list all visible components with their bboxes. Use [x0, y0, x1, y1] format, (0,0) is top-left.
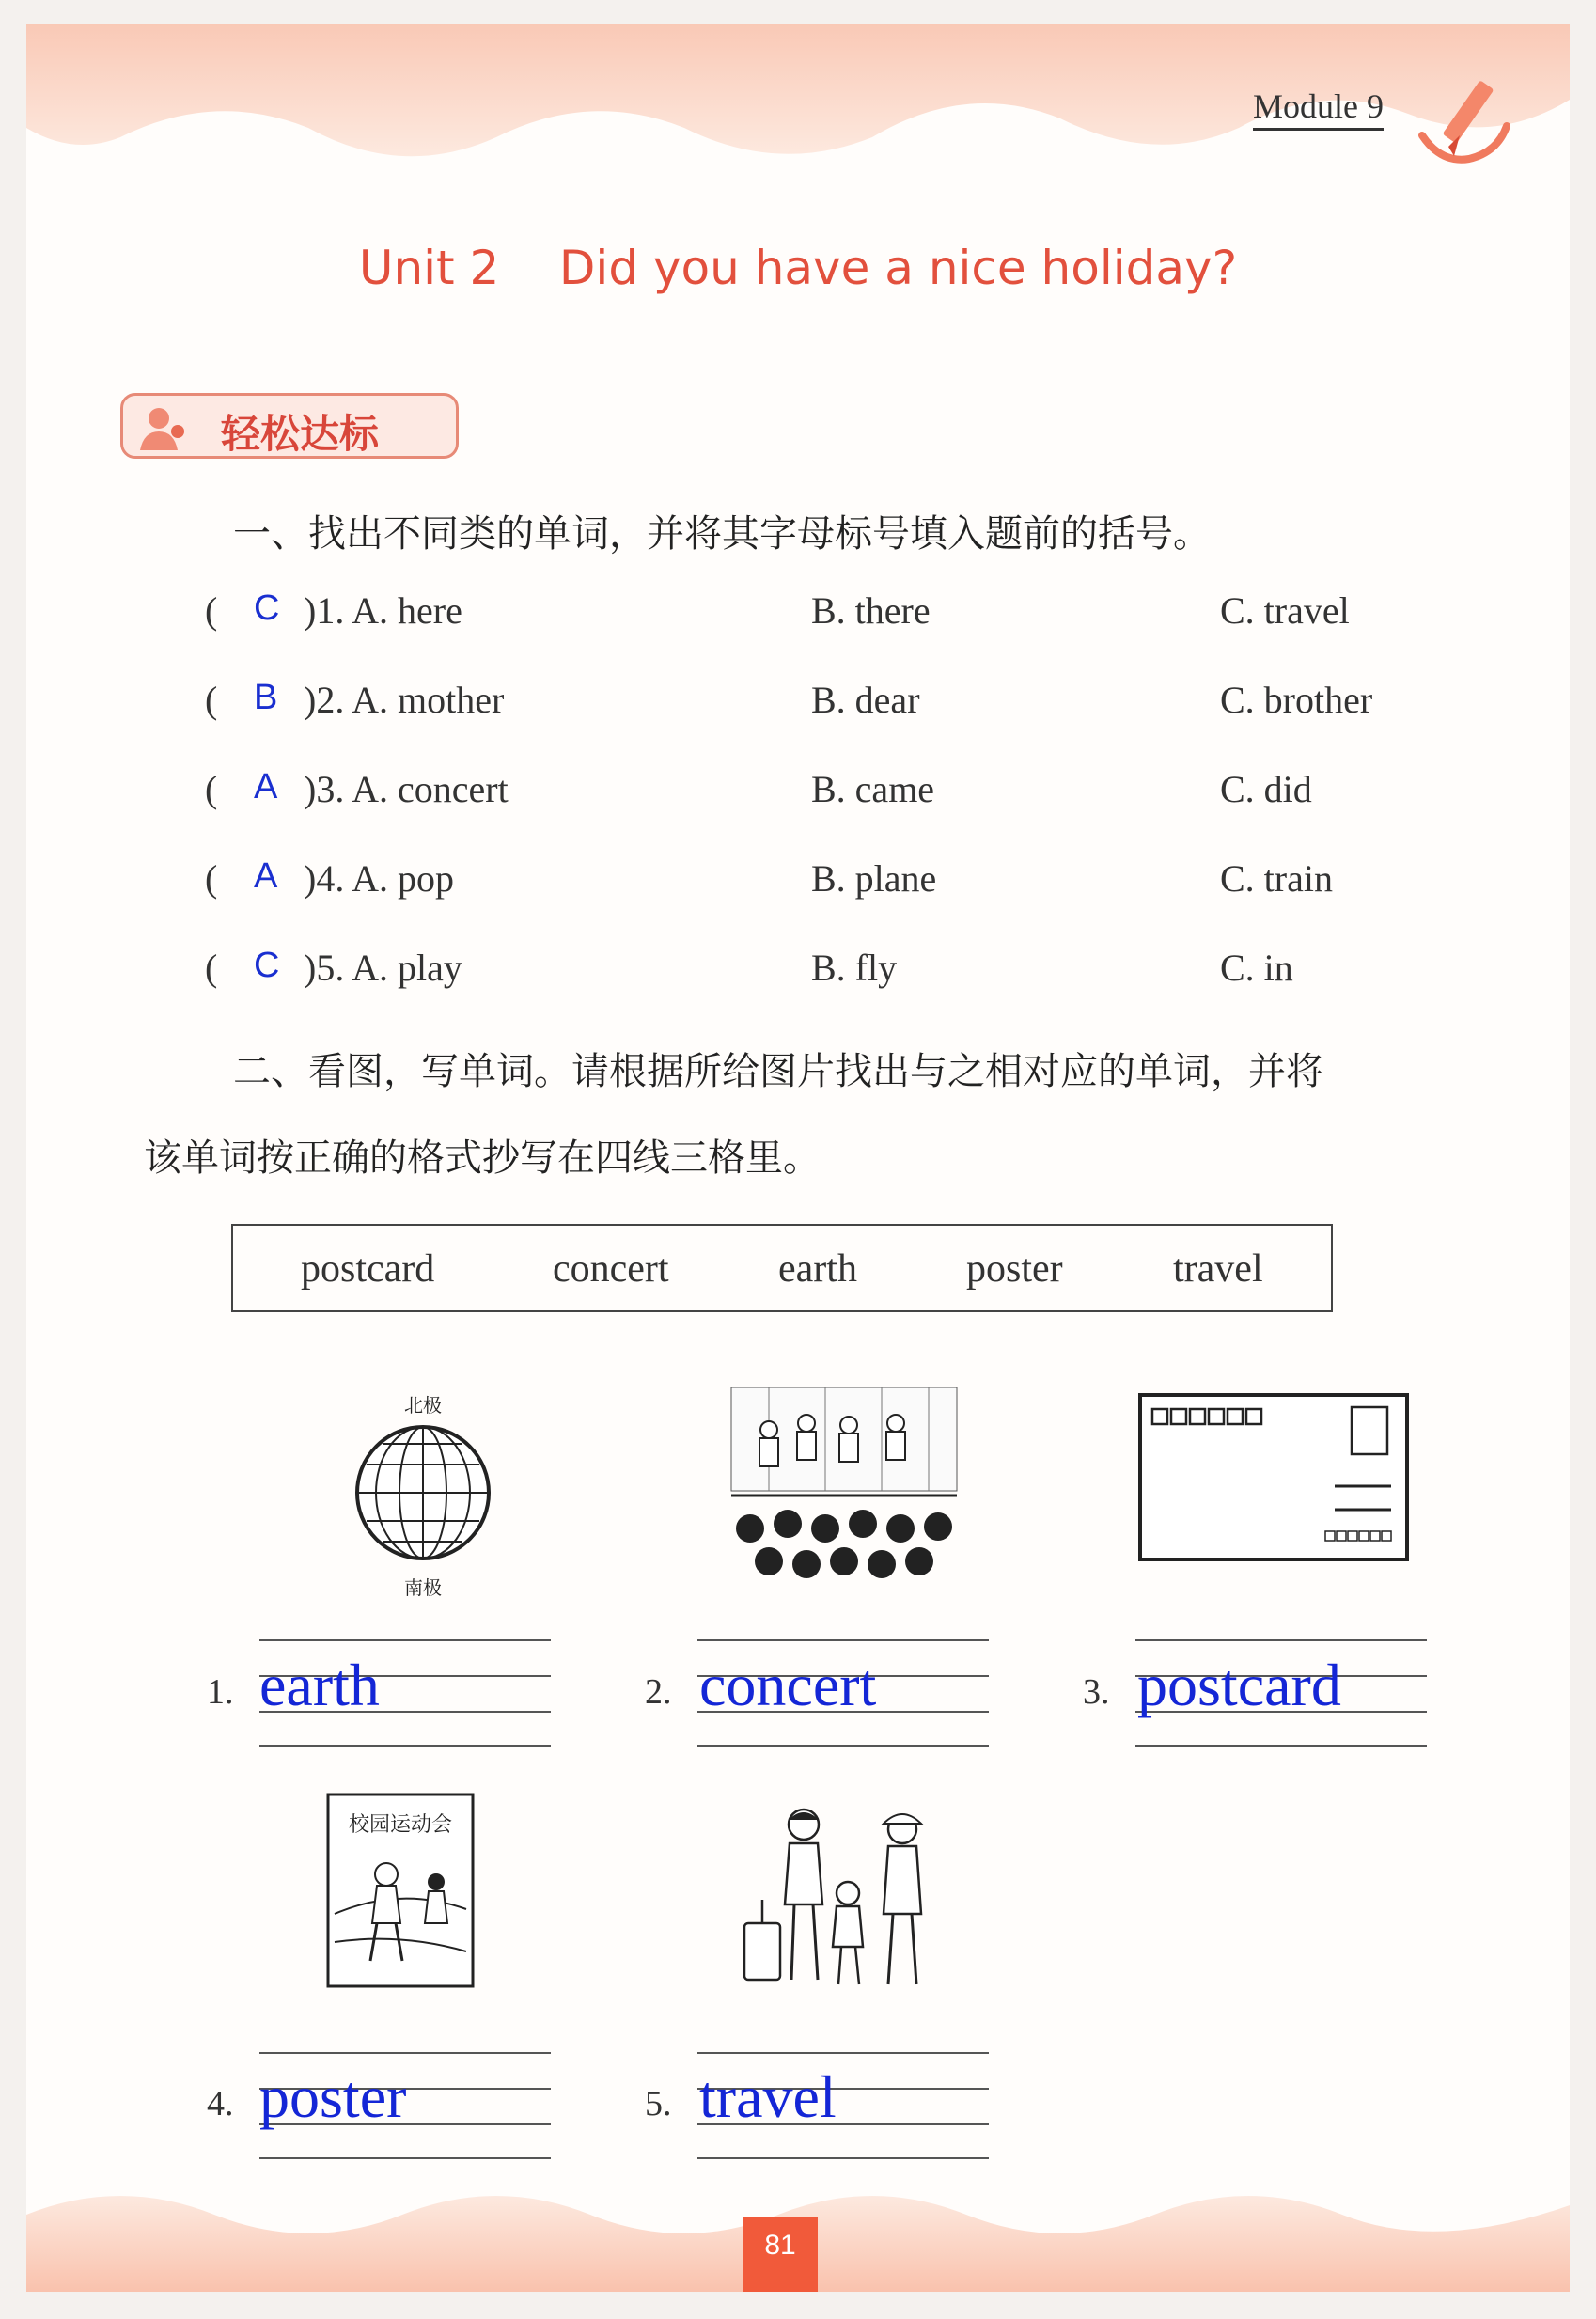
module-label: Module 9: [1253, 86, 1384, 131]
handwritten-answer: B: [254, 678, 278, 717]
open-paren: (: [205, 589, 218, 632]
handwritten-answer: A: [254, 856, 278, 896]
question-option-a: )4. A. pop: [304, 857, 454, 900]
part2-instruction-continued: 该单词按正确的格式抄写在四线三格里。: [144, 1136, 821, 1180]
handwritten-word: postcard: [1137, 1652, 1341, 1718]
question-option-a: )1. A. here: [304, 589, 462, 632]
word-bank-item: postcard: [301, 1247, 435, 1291]
student-icon: [136, 403, 189, 452]
open-paren: (: [205, 857, 218, 900]
answer-number: 5.: [645, 2084, 672, 2123]
handwritten-word: travel: [699, 2063, 837, 2130]
question-option-c: C. did: [1220, 768, 1312, 810]
question-option-b: B. there: [811, 589, 931, 632]
unit-title: Unit 2 Did you have a nice holiday?: [358, 241, 1238, 295]
word-bank: [231, 1224, 1333, 1312]
handwritten-answer: C: [254, 588, 280, 628]
question-option-c: C. train: [1220, 857, 1333, 900]
globe-south-label: 南极: [404, 1576, 442, 1599]
travel-picture: [733, 1792, 949, 2008]
answer-number: 2.: [645, 1672, 672, 1712]
question-option-c: C. in: [1220, 947, 1293, 989]
question-option-a: )5. A. play: [304, 947, 462, 989]
worksheet-page: [26, 24, 1570, 2292]
word-bank-item: travel: [1173, 1247, 1263, 1291]
handwritten-word: earth: [259, 1652, 380, 1718]
answer-number: 3.: [1083, 1672, 1110, 1712]
question-option-a: )3. A. concert: [304, 768, 509, 810]
question-option-b: B. dear: [811, 679, 920, 721]
word-bank-item: earth: [778, 1247, 857, 1291]
question-option-b: B. plane: [811, 857, 937, 900]
answer-number: 1.: [207, 1672, 234, 1712]
open-paren: (: [205, 947, 218, 989]
question-option-b: B. fly: [811, 947, 898, 989]
open-paren: (: [205, 768, 218, 810]
poster-caption: 校园运动会: [348, 1813, 453, 1837]
part2-instruction: 二、看图，写单词。请根据所给图片找出与之相对应的单词，并将: [233, 1050, 1323, 1093]
question-option-c: C. brother: [1220, 679, 1373, 721]
section-badge: [120, 393, 459, 459]
postcard-picture: [1137, 1392, 1410, 1566]
handwritten-answer: A: [254, 767, 278, 807]
handwritten-answer: C: [254, 946, 280, 985]
handwritten-word: poster: [259, 2063, 407, 2130]
word-bank-item: concert: [553, 1247, 669, 1291]
globe-north-label: 北极: [404, 1394, 442, 1417]
answer-number: 4.: [207, 2084, 234, 2123]
section-badge-label: 轻松达标: [221, 411, 380, 457]
word-bank-item: poster: [966, 1247, 1063, 1291]
part1-instruction: 一、找出不同类的单词，并将其字母标号填入题前的括号。: [233, 512, 1211, 556]
poster-picture: [325, 1792, 476, 1989]
question-option-a: )2. A. mother: [304, 679, 505, 721]
page-number: 81: [743, 2217, 818, 2292]
question-option-c: C. travel: [1220, 589, 1350, 632]
concert-picture: [712, 1378, 976, 1594]
question-option-b: B. came: [811, 768, 935, 810]
globe-picture: [329, 1389, 517, 1606]
handwritten-word: concert: [699, 1652, 877, 1718]
pencil-icon: [1413, 70, 1516, 182]
open-paren: (: [205, 679, 218, 721]
